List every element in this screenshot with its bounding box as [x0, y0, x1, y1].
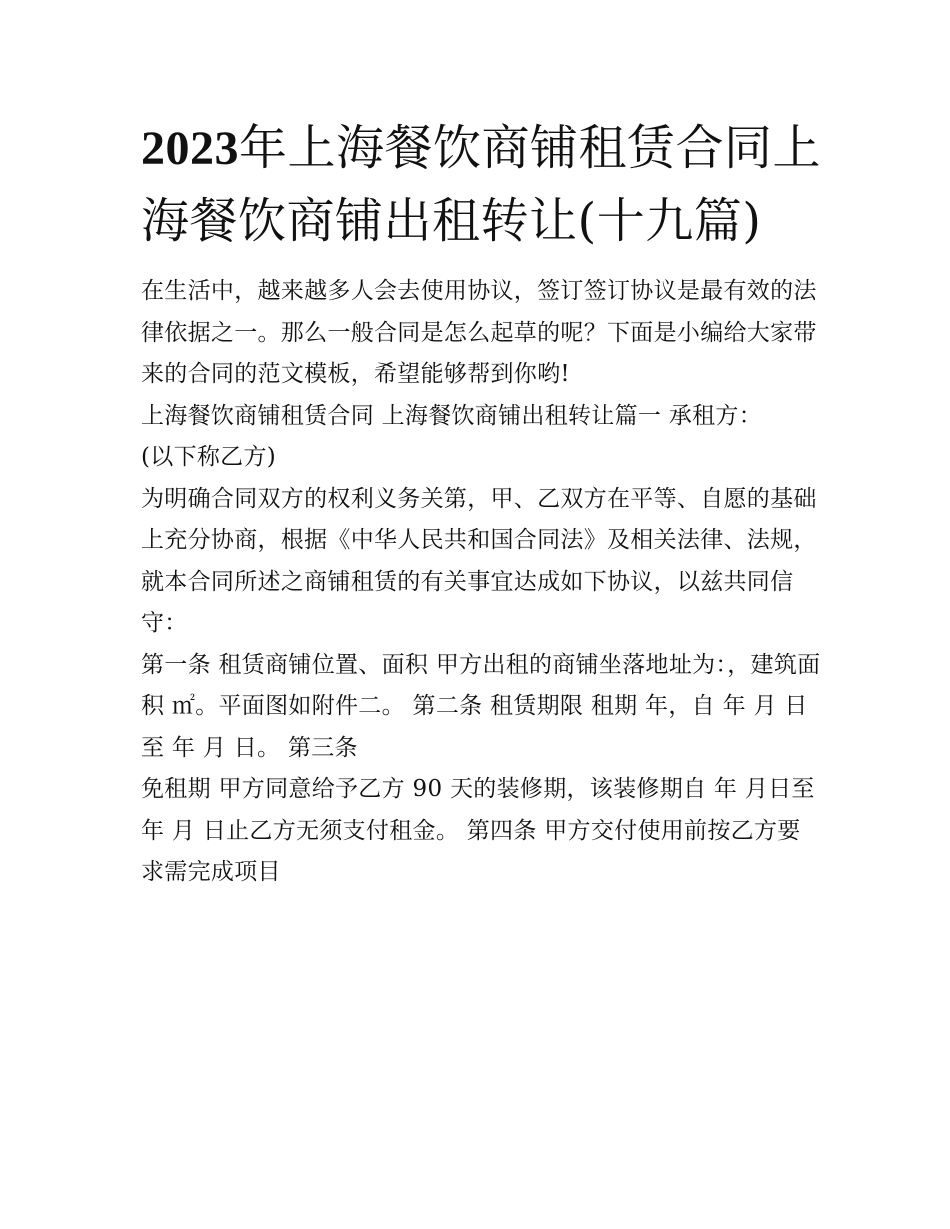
party-note-line: (以下称乙方) — [141, 444, 277, 470]
title-text: 年上海餐饮商铺租赁合同上海餐饮商铺出租转让(十九篇) — [141, 120, 822, 249]
purpose-paragraph: 为明确合同双方的权利义务关第，甲、乙双方在平等、自愿的基础上充分协商，根据《中华人民共和国合同法》及相关法律、法规，就本合同所述之商铺租赁的有关事宜达成如下协议，以兹共同信守： — [141, 485, 817, 636]
contract-heading-line: 上海餐饮商铺租赁合同 上海餐饮商铺出租转让篇一 承租方： — [141, 402, 763, 429]
title-year: 2023 — [141, 122, 239, 175]
intro-paragraph: 在生活中，越来越多人会去使用协议，签订签订协议是最有效的法律依据之一。那么一般合同是怎么起草的呢？下面是小编给大家带来的合同的范文模板，希望能够帮到你哟! — [141, 278, 817, 387]
article-3-4-paragraph: 免租期 甲方同意给予乙方 90 天的装修期，该装修期自 年 月日至 年 月 日止乙方无须支付租金。 第四条 甲方交付使用前按乙方要求需完成项目 — [141, 776, 815, 885]
document-title — [141, 112, 821, 257]
document-page — [141, 112, 821, 894]
article-1-2-paragraph: 第一条 租赁商铺位置、面积 甲方出租的商铺坐落地址为：，建筑面积 ㎡。平面图如附件二。 第二条 租赁期限 租期 年，自 年 月 日至 年 月 日。 第三条 — [141, 651, 821, 761]
